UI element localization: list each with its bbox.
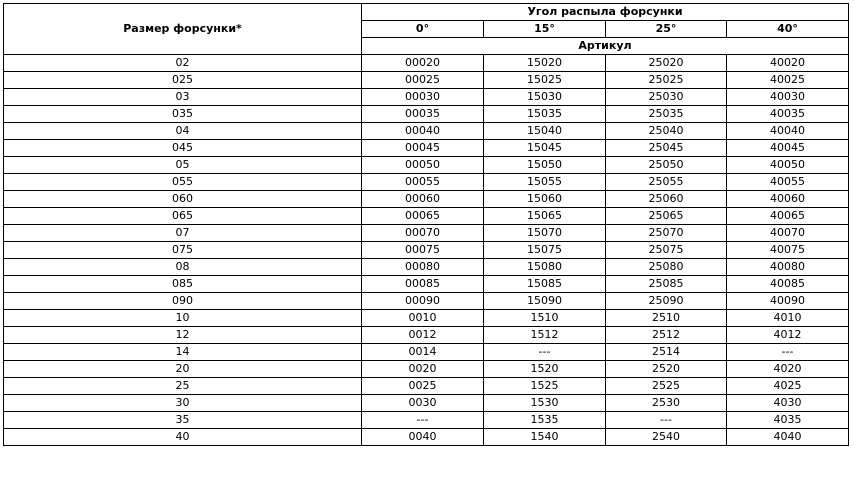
article-0-cell: 00035: [362, 106, 484, 123]
article-15-cell: 1510: [484, 310, 606, 327]
article-25-cell: 25065: [606, 208, 727, 225]
article-0-cell: 0025: [362, 378, 484, 395]
nozzle-size-cell: 035: [4, 106, 362, 123]
article-25-cell: 25045: [606, 140, 727, 157]
article-0-cell: 00075: [362, 242, 484, 259]
angle-header-0: 0°: [362, 21, 484, 38]
article-15-cell: 15030: [484, 89, 606, 106]
nozzle-size-cell: 30: [4, 395, 362, 412]
angle-header-25: 25°: [606, 21, 727, 38]
article-0-cell: 0020: [362, 361, 484, 378]
table-row: [4, 293, 849, 310]
article-25-cell: 2530: [606, 395, 727, 412]
article-40-cell: 4020: [727, 361, 849, 378]
article-40-cell: 40090: [727, 293, 849, 310]
article-40-cell: 40070: [727, 225, 849, 242]
article-40-cell: 4030: [727, 395, 849, 412]
nozzle-size-cell: 055: [4, 174, 362, 191]
article-40-cell: 40045: [727, 140, 849, 157]
article-15-cell: 15075: [484, 242, 606, 259]
article-25-cell: 25085: [606, 276, 727, 293]
nozzle-size-cell: 12: [4, 327, 362, 344]
angle-header-15: 15°: [484, 21, 606, 38]
table-row: [4, 344, 849, 361]
article-40-cell: 40030: [727, 89, 849, 106]
table-row: [4, 429, 849, 446]
table-header: [4, 4, 849, 55]
article-0-cell: 00045: [362, 140, 484, 157]
nozzle-size-cell: 20: [4, 361, 362, 378]
table-row: [4, 327, 849, 344]
article-0-cell: 00025: [362, 72, 484, 89]
article-0-cell: 0010: [362, 310, 484, 327]
article-25-cell: 25050: [606, 157, 727, 174]
article-25-cell: 2514: [606, 344, 727, 361]
article-15-cell: 15055: [484, 174, 606, 191]
article-0-cell: 00065: [362, 208, 484, 225]
article-40-cell: 40080: [727, 259, 849, 276]
table-row: [4, 208, 849, 225]
nozzle-size-header: Размер форсунки*: [4, 4, 362, 55]
article-40-cell: 4025: [727, 378, 849, 395]
article-25-cell: ---: [606, 412, 727, 429]
article-0-cell: 00085: [362, 276, 484, 293]
article-15-cell: 15045: [484, 140, 606, 157]
article-0-cell: 00090: [362, 293, 484, 310]
article-15-cell: ---: [484, 344, 606, 361]
article-15-cell: 15090: [484, 293, 606, 310]
article-25-cell: 2525: [606, 378, 727, 395]
nozzle-size-cell: 04: [4, 123, 362, 140]
article-15-cell: 15035: [484, 106, 606, 123]
nozzle-size-cell: 075: [4, 242, 362, 259]
spray-angle-header: Угол распыла форсунки: [362, 4, 849, 21]
table-body: [4, 55, 849, 446]
nozzle-size-cell: 35: [4, 412, 362, 429]
article-15-cell: 15070: [484, 225, 606, 242]
article-40-cell: ---: [727, 344, 849, 361]
table-row: [4, 259, 849, 276]
article-0-cell: 00020: [362, 55, 484, 72]
article-25-cell: 2540: [606, 429, 727, 446]
nozzle-size-cell: 03: [4, 89, 362, 106]
table-row: [4, 242, 849, 259]
article-25-cell: 25020: [606, 55, 727, 72]
article-0-cell: ---: [362, 412, 484, 429]
article-25-cell: 25090: [606, 293, 727, 310]
table-row: [4, 174, 849, 191]
article-40-cell: 40035: [727, 106, 849, 123]
article-25-cell: 25070: [606, 225, 727, 242]
nozzle-size-cell: 10: [4, 310, 362, 327]
article-0-cell: 00080: [362, 259, 484, 276]
article-25-cell: 2510: [606, 310, 727, 327]
article-25-cell: 25075: [606, 242, 727, 259]
article-0-cell: 00055: [362, 174, 484, 191]
article-0-cell: 00070: [362, 225, 484, 242]
article-15-cell: 15060: [484, 191, 606, 208]
table-row: [4, 89, 849, 106]
table-row: [4, 55, 849, 72]
table-row: [4, 395, 849, 412]
article-15-cell: 1520: [484, 361, 606, 378]
nozzle-size-cell: 05: [4, 157, 362, 174]
nozzle-article-table: [3, 3, 849, 446]
table-row: [4, 378, 849, 395]
article-25-cell: 25035: [606, 106, 727, 123]
article-0-cell: 00040: [362, 123, 484, 140]
header-row-angle: [4, 4, 849, 21]
article-15-cell: 1540: [484, 429, 606, 446]
nozzle-size-cell: 40: [4, 429, 362, 446]
article-40-cell: 40050: [727, 157, 849, 174]
article-25-cell: 25040: [606, 123, 727, 140]
article-40-cell: 4010: [727, 310, 849, 327]
article-15-cell: 15050: [484, 157, 606, 174]
article-15-cell: 1512: [484, 327, 606, 344]
nozzle-size-cell: 25: [4, 378, 362, 395]
article-0-cell: 0040: [362, 429, 484, 446]
article-40-cell: 40020: [727, 55, 849, 72]
table-row: [4, 225, 849, 242]
article-0-cell: 00060: [362, 191, 484, 208]
nozzle-size-cell: 085: [4, 276, 362, 293]
nozzle-size-cell: 07: [4, 225, 362, 242]
nozzle-size-cell: 065: [4, 208, 362, 225]
article-40-cell: 40025: [727, 72, 849, 89]
table-row: [4, 157, 849, 174]
article-0-cell: 00050: [362, 157, 484, 174]
angle-header-40: 40°: [727, 21, 849, 38]
table-row: [4, 276, 849, 293]
table-row: [4, 106, 849, 123]
nozzle-size-cell: 025: [4, 72, 362, 89]
article-0-cell: 0012: [362, 327, 484, 344]
article-0-cell: 00030: [362, 89, 484, 106]
article-15-cell: 1525: [484, 378, 606, 395]
table-row: [4, 412, 849, 429]
article-25-cell: 25060: [606, 191, 727, 208]
article-40-cell: 40075: [727, 242, 849, 259]
article-25-cell: 25025: [606, 72, 727, 89]
table-row: [4, 140, 849, 157]
article-0-cell: 0014: [362, 344, 484, 361]
article-15-cell: 15085: [484, 276, 606, 293]
article-25-cell: 25080: [606, 259, 727, 276]
nozzle-size-cell: 090: [4, 293, 362, 310]
nozzle-size-cell: 045: [4, 140, 362, 157]
article-40-cell: 4012: [727, 327, 849, 344]
table-row: [4, 72, 849, 89]
article-40-cell: 40055: [727, 174, 849, 191]
table-row: [4, 361, 849, 378]
article-15-cell: 15040: [484, 123, 606, 140]
article-15-cell: 1530: [484, 395, 606, 412]
article-15-cell: 15080: [484, 259, 606, 276]
article-15-cell: 15020: [484, 55, 606, 72]
article-25-cell: 25055: [606, 174, 727, 191]
article-25-cell: 2520: [606, 361, 727, 378]
article-15-cell: 15025: [484, 72, 606, 89]
table-row: [4, 310, 849, 327]
article-40-cell: 40065: [727, 208, 849, 225]
article-header: Артикул: [362, 38, 849, 55]
article-25-cell: 25030: [606, 89, 727, 106]
article-25-cell: 2512: [606, 327, 727, 344]
article-15-cell: 15065: [484, 208, 606, 225]
article-15-cell: 1535: [484, 412, 606, 429]
nozzle-size-cell: 02: [4, 55, 362, 72]
nozzle-size-cell: 14: [4, 344, 362, 361]
article-40-cell: 4040: [727, 429, 849, 446]
article-0-cell: 0030: [362, 395, 484, 412]
article-40-cell: 40085: [727, 276, 849, 293]
table-row: [4, 191, 849, 208]
article-40-cell: 40040: [727, 123, 849, 140]
nozzle-size-cell: 08: [4, 259, 362, 276]
table-row: [4, 123, 849, 140]
article-40-cell: 40060: [727, 191, 849, 208]
nozzle-size-cell: 060: [4, 191, 362, 208]
article-40-cell: 4035: [727, 412, 849, 429]
